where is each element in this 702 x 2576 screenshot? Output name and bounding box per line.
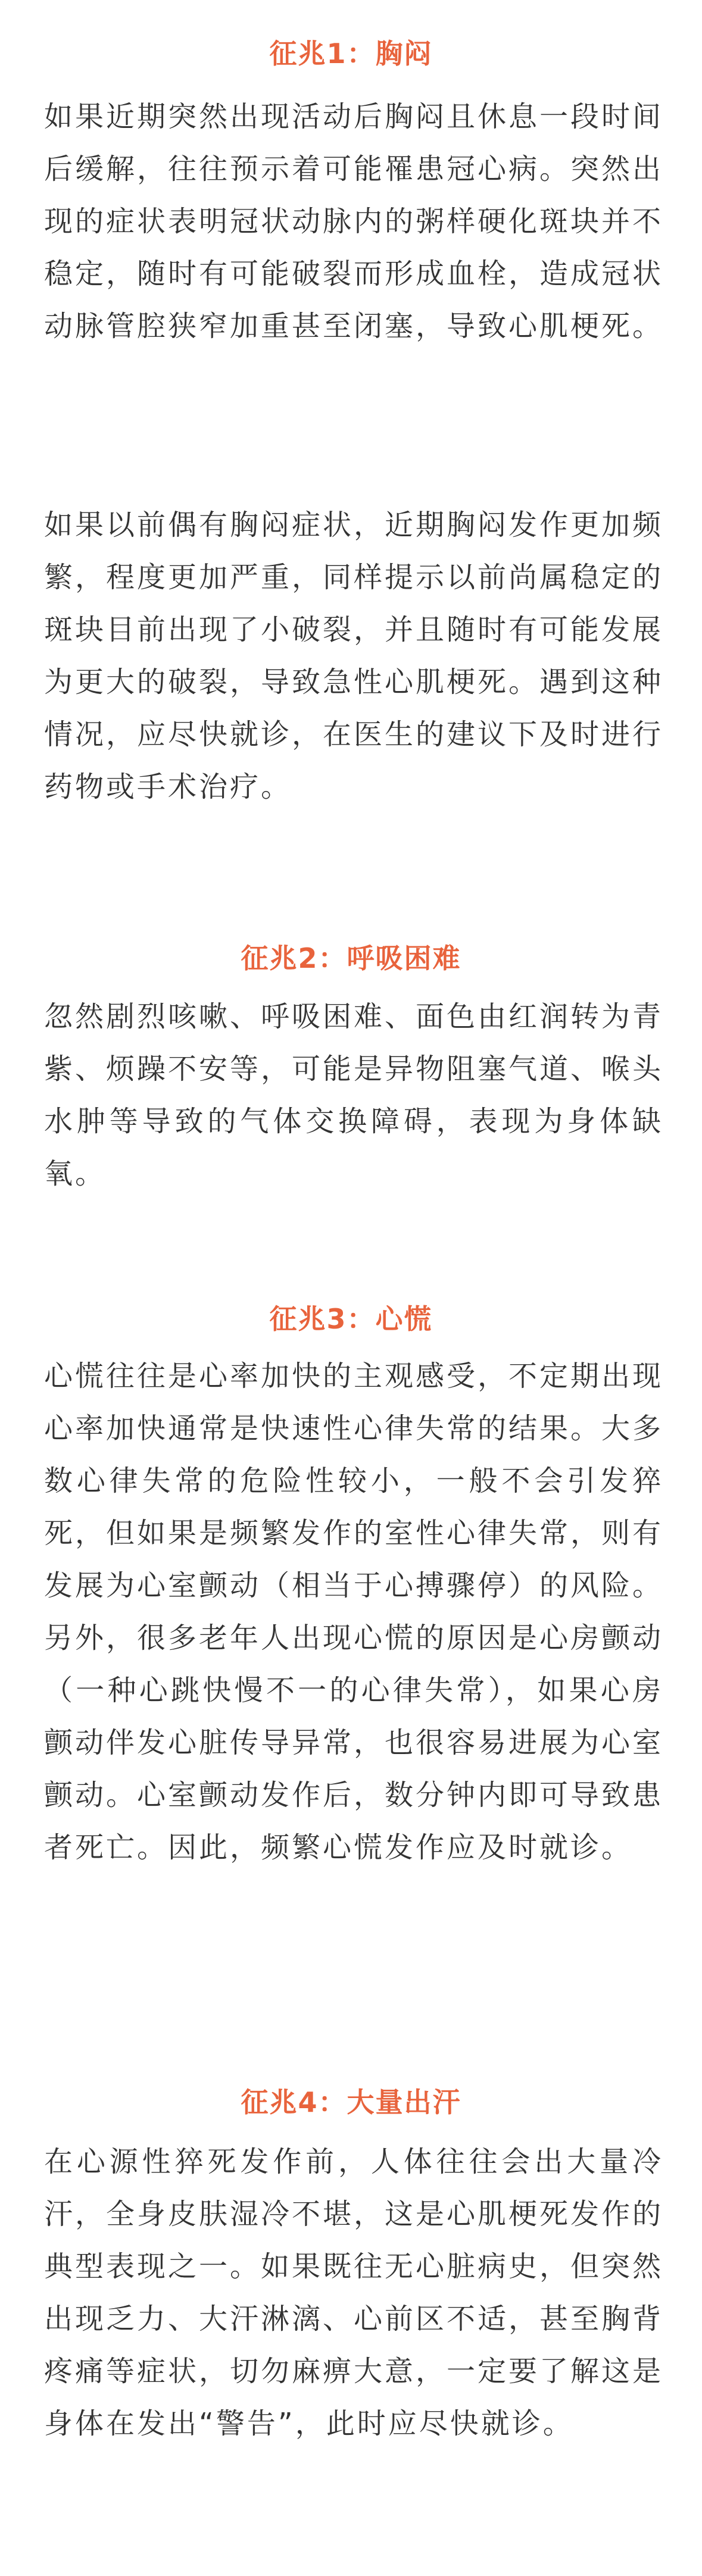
section-title-chest-tightness: 征兆1：胸闷 <box>269 37 433 70</box>
paragraph-sweating: 在心源性猝死发作前，人体往往会出大量冷汗，全身皮肤湿冷不堪，这是心肌梗死发作的典型表现之一。如果既往无心脏病史，但突然出现乏力、大汗淋漓、心前区不适，甚至胸背疼痛等症状，切勿麻痹大意，一定要了解这是身体在发出“警告”，此时应尽快就诊。 <box>44 2145 664 2440</box>
section-title-sweating: 征兆4：大量出汗 <box>241 2086 461 2118</box>
section-title-dyspnea: 征兆2：呼吸困难 <box>241 942 461 974</box>
paragraph-chest-tightness-2: 如果以前偶有胸闷症状，近期胸闷发作更加频繁，程度更加严重，同样提示以前尚属稳定的斑块目前出现了小破裂，并且随时有可能发展为更大的破裂，导致急性心肌梗死。遇到这种情况，应尽快就诊，在医生的建议下及时进行药物或手术治疗。 <box>44 508 664 804</box>
paragraph-chest-tightness-1: 如果近期突然出现活动后胸闷且休息一段时间后缓解，往往预示着可能罹患冠心病。突然出现的症状表明冠状动脉内的粥样硬化斑块并不稳定，随时有可能破裂而形成血栓，造成冠状动脉管腔狭窄加重甚至闭塞，导致心肌梗死。 <box>44 100 664 343</box>
paragraph-palpitation: 心慌往往是心率加快的主观感受，不定期出现心率加快通常是快速性心律失常的结果。大多数心律失常的危险性较小，一般不会引发猝死，但如果是频繁发作的室性心律失常，则有发展为心室颤动（相当于心搏骤停）的风险。另外，很多老年人出现心慌的原因是心房颤动（一种心跳快慢不一的心律失常），如果心房颤动伴发心脏传导异常，也很容易进展为心室颤动。心室颤动发作后，数分钟内即可导致患者死亡。因此，频繁心慌发作应及时就诊。 <box>44 1359 664 1864</box>
paragraph-dyspnea: 忽然剧烈咳嗽、呼吸困难、面色由红润转为青紫、烦躁不安等，可能是异物阻塞气道、喉头水肿等导致的气体交换障碍，表现为身体缺氧。 <box>44 1000 664 1190</box>
section-title-palpitation: 征兆3：心慌 <box>269 1303 433 1335</box>
